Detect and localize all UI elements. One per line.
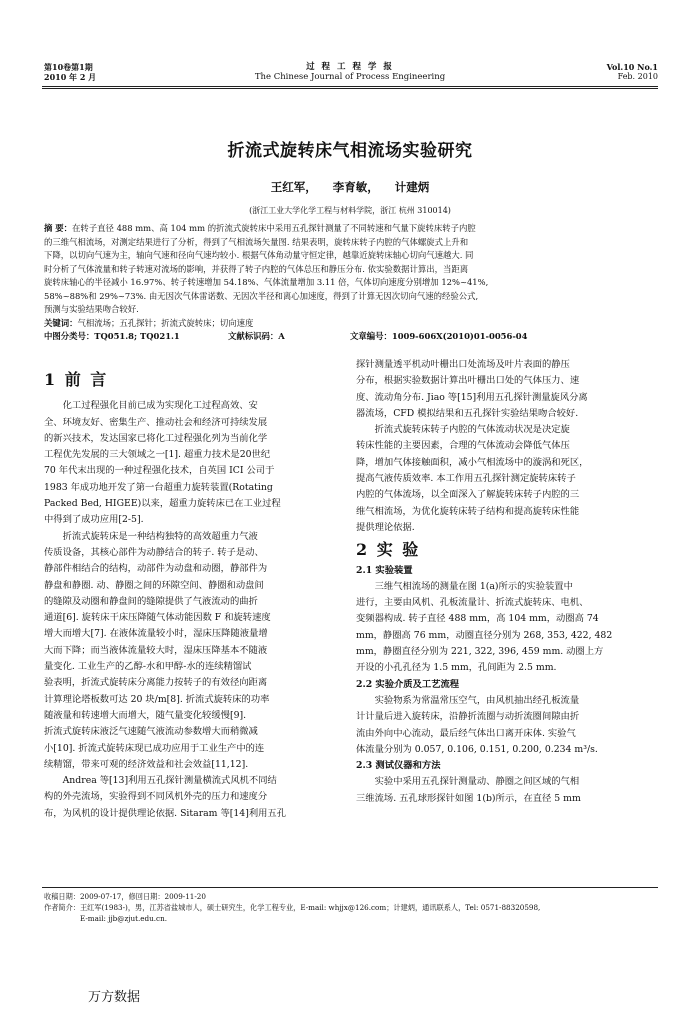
paragraph-intro-1: 化工过程强化目前已成为实现化工过程高效、安 全、环境友好、密集生产、推动社会和经济可持续发展 的新兴技术，发达国家已将化工过程强化列为当前化学 工程优先发展的三大领域之一[1]. 超重力技术是20世纪 70 年代末出现的一种过程强化技术，自英国 ICI 公司于 1983 年成功地开发了第一台超重力旋转装置(Rotating Packed Bed, HIGEE)以来，超重力旋转床已在工业过程 中得到了成功应用[2-5]. [44,400,281,526]
right-column [356,357,658,807]
subsection-2-1-heading: 2.1 实验装置 [356,564,413,576]
header-date-cn: 2010 年 2 月 [44,72,97,82]
document-code: 文献标识码：A [228,331,285,341]
keywords-label: 关键词： [44,317,78,328]
keywords-text: 气相流场；五孔探针；折流式旋转床；切向速度 [77,317,254,328]
footnote-email: E-mail: jjb@zjut.edu.cn. [80,914,167,923]
paragraph-2-2: 实验物系为常温常压空气，由风机抽出经孔板流量 计计量后进入旋转床，沿静折流圈与动折流圈间隙由折 流由外向中心流动，最后经气体出口离开床体. 实验气 体流量分别为 0.057, 0.106, 0.151, 0.200, 0.234 m³/s. [356,694,598,755]
subsection-2-2-heading: 2.2 实验介质及工艺流程 [356,678,460,690]
footnote [44,891,660,924]
section-1-heading: 1 前 言 [44,370,109,389]
header-rule-2 [42,88,658,89]
left-column [44,372,334,822]
volume-info [607,62,658,82]
paragraph-right-1: 探针测量透平机动叶栅出口处流场及叶片表面的静压 分布，根据实验数据计算出叶栅出口处的气体压力、速 度、流动角分布. Jiao 等[15]利用五孔探针测量旋风分离 器流场，CFD 模拟结果和五孔探针实验结果吻合较好. [356,359,588,419]
clc-number: 中图分类号：TQ051.8; TQ021.1 [44,331,180,341]
header-volume: Vol.10 No.1 [606,62,658,72]
classification-row [44,330,658,344]
abstract-line: 的三维气相流场，对测定结果进行了分析，得到了气相流场矢量图. 结果表明，旋转床转子内腔的气体螺旋式上升和 [44,236,469,247]
paragraph-2-3: 实验中采用五孔探针测量动、静圈之间区域的气相 三维流场. 五孔球形探针如图 1(b)所示，在直径 5 mm [356,776,581,804]
abstract-line: 下降，以切向气速为主，轴向气速和径向气速均较小. 根据气体角动量守恒定律，越靠近旋转床轴心切向气速越大. 同 [44,250,474,260]
paragraph-right-2: 折流式旋转床转子内腔的气体流动状况是决定旋 转床性能的主要因素，合理的气体流动会降低气体压 降，增加气体接触面积，减小气相流场中的漩涡和死区， 提高气液传质效率. 本工作用五孔探针测定旋转床转子 内腔的气体流场，以全面深入了解旋转床转子内腔的三 维气相流场，为优化旋转床转子结构和提高旋转床性能 提供理论依据. [356,424,589,533]
keywords [44,317,658,331]
abstract-line: 预测与实验结果吻合较好. [44,304,139,314]
section-2-heading: 2 实 验 [356,540,421,560]
abstract-line: 摘 要：在转子直径 488 mm、高 104 mm 的折流式旋转床中采用五孔探针测量了不同转速和气量下旋转床转子内腔 [44,223,476,233]
author-affiliation: (浙江工业大学化学工程与材料学院，浙江 杭州 310014) [249,206,451,215]
journal-name-en: The Chinese Journal of Process Engineering [254,72,446,82]
abstract-line: 时分析了气体流量和转子转速对流场的影响，并获得了转子内腔的气体总压和静压分布. 依实验数据计算出，当距离 [44,263,469,274]
footnote-rule [42,887,658,888]
paper-title: 折流式旋转床气相流场实验研究 [227,141,473,161]
header-rule [42,86,658,87]
header-issue: 第10卷第1期 [44,62,93,72]
paragraph-intro-2: 折流式旋转床是一种结构独特的高效超重力气液 传质设备，其核心部件为动静结合的转子. 转子是动、 静部件相结合的结构，动部件为动盘和动圈，静部件为 静盘和静圈. 动、静圈之间的环隙空间、静圈和动盘间 的缝隙及动圈和静盘间的缝隙提供了气液流动的曲折 通道[6]. 旋转床干床压降随气体动能因数 F 和旋转速度 增大而增大[7]. 在液体流量较小时，湿床压降随液量增 大而下降；而当液体流量较大时，湿床压降基本不随液 量变化. 工业生产的乙醇-水和甲醇-水的连续精馏试 验表明，折流式旋转床分离能力按转子的有效径向距离 计算理论塔板数可达 20 块/m[8]. 折流式旋转床的功率 随液量和转速增大而增大，随气量变化较缓慢[9]. 折流式旋转床液泛气速随气液流动参数增大而稍微减 小[10]. 折流式旋转床现已成功应用于工业生产中的连 续精馏，带来可观的经济效益和社会效益[11,12]. [44,530,271,770]
journal-name [200,62,500,82]
subsection-2-3-heading: 2.3 测试仪器和方法 [356,760,441,772]
header-date-en: Feb. 2010 [617,72,658,81]
journal-issue [44,62,96,82]
paragraph-2-1: 三维气相流场的测量在图 1(a)所示的实验装置中 进行，主要由风机、孔板流量计、折流式旋转床、电机、 变频器构成. 转子直径 488 mm，高 104 mm，动圈高 74 mm，静圈高 76 mm，动圈直径分别为 268, 353, 422, 482 mm，静圈直径分别为 221, 322, 396, 459 mm. 动圈上方 开设的小孔孔径为 1.5 mm，孔间距为 2.5 mm. [356,580,613,674]
abstract [44,222,658,344]
abstract-line: 旋转床轴心的半径减小 16.97%、转子转速增加 54.18%、气体流量增加 3.11 倍，气体切向速度分别增加 12%~41%, [44,277,489,287]
article-number: 文章编号：1009-606X(2010)01-0056-04 [350,331,528,341]
wanfang-watermark: 万方数据 [88,990,141,1005]
footnote-dates: 收稿日期：2009-07-17，修回日期：2009-11-20 [44,892,206,901]
abstract-label: 摘 要： [44,223,73,233]
abstract-line: 58%~88%和 29%~73%. 由无因次气体雷诺数、无因次半径和离心加速度，得到了计算无因次切向气速的经验公式, [44,290,479,301]
journal-name-cn: 过 程 工 程 学 报 [306,62,394,72]
paper-authors: 王红军， 李育敏， 计建炳 [270,180,430,194]
paragraph-intro-3: Andrea 等[13]利用五孔探针测量横流式风机不同结 构的外壳流场，实验得到不同风机外壳的压力和速度分 布，为风机的设计提供理论依据. Sitaram 等[14]利用五孔 [44,775,287,819]
footnote-author-bio: 作者简介：王红军(1983-)，男，江苏省盐城市人，硕士研究生，化学工程专业，E-mail: whjjx@126.com；计建炳，通讯联系人，Tel: 0571-88320598, [44,903,541,912]
